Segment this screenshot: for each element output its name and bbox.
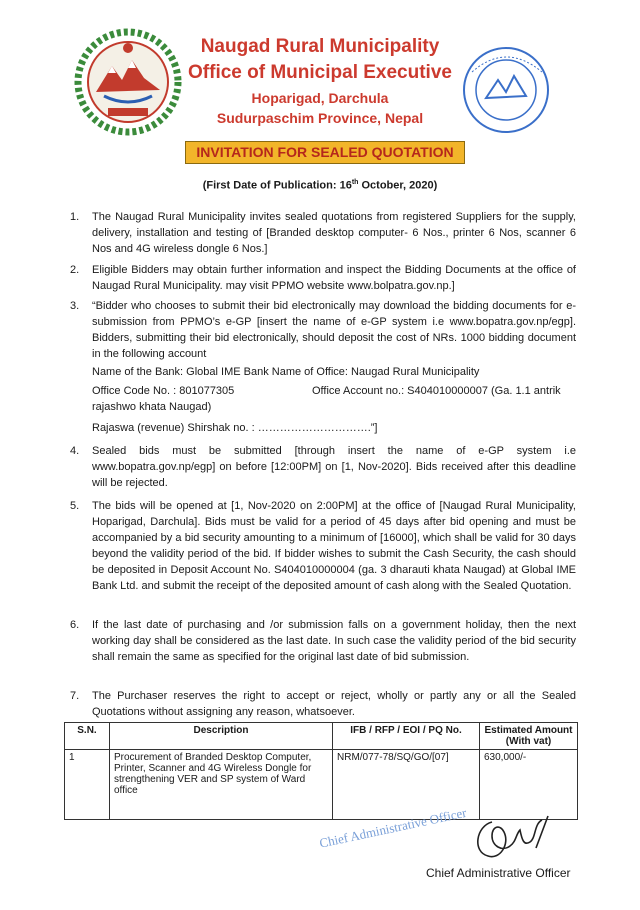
- table-cell: Procurement of Branded Desktop Computer, Printer, Scanner and 4G Wireless Dongle for strengthening VER and SP system of Ward office: [110, 750, 333, 820]
- table-row: [65, 750, 578, 820]
- item-text: The Naugad Rural Municipality invites sealed quotations from registered Suppliers for the supply, delivery, installation and testing of [Branded desktop computer- 6 Nos., printer 6 Nos, scanner 6 Nos and 4G wireless dongle 6 Nos.]: [92, 211, 576, 255]
- table-cell: NRM/077-78/SQ/GO/[07]: [333, 750, 480, 820]
- col-header: Description: [110, 723, 333, 750]
- officer-stamp: Chief Administrative Officer: [318, 804, 468, 851]
- item-number: 5.: [70, 500, 80, 512]
- org-office: Office of Municipal Executive: [188, 62, 452, 83]
- office-code: Office Code No. : 801077305: [92, 385, 235, 397]
- item-text: Eligible Bidders may obtain further information and inspect the Bidding Documents at the office of Naugad Rural Municipality. may visit PPMO website www.bolpatra.gov.np.]: [92, 264, 576, 292]
- col-header: IFB / RFP / EOI / PQ No.: [333, 723, 480, 750]
- bank-details: Name of the Bank: Global IME Bank Name of Office: Naugad Rural Municipality: [92, 366, 480, 378]
- item-text: If the last date of purchasing and /or submission falls on a government holiday, then the next working day shall be considered as the last date. In such case the validity period of the bid security shall remain the same as specified for the original last date of bid submission.: [92, 619, 576, 663]
- item-text: “Bidder who chooses to submit their bid electronically may download the bidding documents for e-submission from PPMO’s e-GP [insert the name of e-GP system i.e www.bopatra.gov.np/egp]. Bidders, submitting their bid electronically, should deposit the cost of NRs. 1000 bidding document in the following account: [92, 300, 576, 360]
- item-number: 6.: [70, 619, 80, 631]
- col-header: Estimated Amount (With vat): [480, 723, 578, 750]
- item-number: 7.: [70, 690, 80, 702]
- org-province: Sudurpaschim Province, Nepal: [216, 110, 424, 126]
- account-name: rajashwo khata Naugad): [92, 401, 212, 413]
- items-table: [64, 722, 578, 820]
- org-name: Naugad Rural Municipality: [200, 36, 440, 57]
- table-cell: 630,000/-: [480, 750, 578, 820]
- office-account: Office Account no.: S404010000007 (Ga. 1.1 antrik: [312, 385, 561, 397]
- handwritten-signature: [470, 812, 560, 868]
- item-number: 4.: [70, 445, 80, 457]
- publication-date: (First Date of Publication: 16th October, 2020): [202, 179, 438, 192]
- item-text: The bids will be opened at [1, Nov-2020 on 2:00PM] at the office of [Naugad Rural Municipality, Hoparigad, Darchula]. Bids must be valid for a period of 45 days after bid opening and must be accompanied by a bid security amounting to a minimum of [16000], which shall be valid for 30 days beyond the validity period of the bid. If bidder wishes to submit the Cash Security, the cash should be deposited in Deposit Account No. S404010000004 (ga. 3 dharauti khata Naugad) at Global IME Bank Ltd. and submit the receipt of the deposited amount of cash along with the Sealed Quotation.: [92, 500, 576, 592]
- table-cell: 1: [65, 750, 110, 820]
- signature-label: Chief Administrative Officer: [426, 866, 571, 880]
- item-number: 3.: [70, 300, 80, 312]
- item-number: 2.: [70, 264, 80, 276]
- item-number: 1.: [70, 211, 80, 223]
- item-text: The Purchaser reserves the right to accept or reject, wholly or partly any or all the Sealed Quotations without assigning any reason, whatsoever.: [92, 690, 576, 718]
- table-header-row: [65, 723, 578, 750]
- col-header: S.N.: [65, 723, 110, 750]
- org-address: Hoparigad, Darchula: [251, 90, 389, 106]
- document-title: INVITATION FOR SEALED QUOTATION: [185, 141, 465, 164]
- item-text: Sealed bids must be submitted [through insert the name of e-GP system i.e www.bopatra.gov.np/egp] on before [12:00PM] on [1, Nov-2020]. Bids received after this deadline will be rejected.: [92, 445, 576, 489]
- revenue-shirshak: Rajaswa (revenue) Shirshak no. : ………………………….”]: [92, 422, 378, 434]
